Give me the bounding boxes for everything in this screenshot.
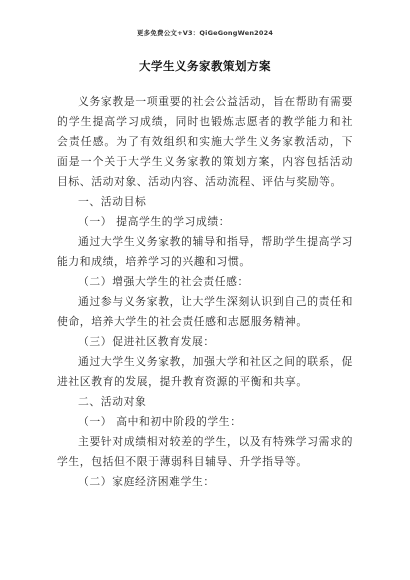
paragraph-line: 进社区教育的发展，提升教育资源的平衡和共享。 — [57, 375, 308, 388]
document-title: 大学生义务家教策划方案 — [139, 59, 271, 73]
section-heading: 一、活动目标 — [78, 195, 147, 208]
subsection-heading: （三）促进社区教育发展： — [78, 335, 215, 348]
document-body — [57, 92, 353, 492]
paragraph-line: 面是一个关于大学生义务家教的策划方案，内容包括活动 — [57, 155, 353, 168]
paragraph-line: 目标、活动对象、活动内容、活动流程、评估与奖励等。 — [57, 175, 342, 188]
subsection-heading: （二）增强大学生的社会责任感： — [78, 275, 249, 288]
paragraph-line: 通过大学生义务家教，加强大学和社区之间的联系，促 — [78, 355, 353, 368]
section-heading: 二、活动对象 — [78, 395, 147, 408]
paragraph-line: 主要针对成绩相对较差的学生，以及有特殊学习需求的 — [78, 435, 353, 448]
subsection-heading: （一） 高中和初中阶段的学生： — [78, 415, 242, 428]
paragraph-line: 的学生提高学习成绩，同时也锻炼志愿者的教学能力和社 — [57, 115, 353, 128]
paragraph-line: 通过大学生义务家教的辅导和指导，帮助学生提高学习 — [78, 235, 353, 248]
paragraph-line: 能力和成绩，培养学习的兴趣和习惯。 — [57, 255, 251, 268]
paragraph-line: 使命，培养大学生的社会责任感和志愿服务精神。 — [57, 315, 308, 328]
subsection-heading: （一） 提高学生的学习成绩： — [78, 215, 231, 228]
paragraph-line: 会责任感。为了有效组织和实施大学生义务家教活动，下 — [57, 135, 353, 148]
paragraph-line: 通过参与义务家教，让大学生深刻认识到自己的责任和 — [78, 295, 353, 308]
subsection-heading: （二）家庭经济困难学生： — [78, 475, 215, 488]
header-note: 更多免费公文+V3：QiGeGongWen2024 — [136, 29, 274, 37]
paragraph-line: 义务家教是一项重要的社会公益活动，旨在帮助有需要 — [78, 95, 353, 108]
paragraph-line: 学生，包括但不限于薄弱科目辅导、升学指导等。 — [57, 455, 308, 468]
